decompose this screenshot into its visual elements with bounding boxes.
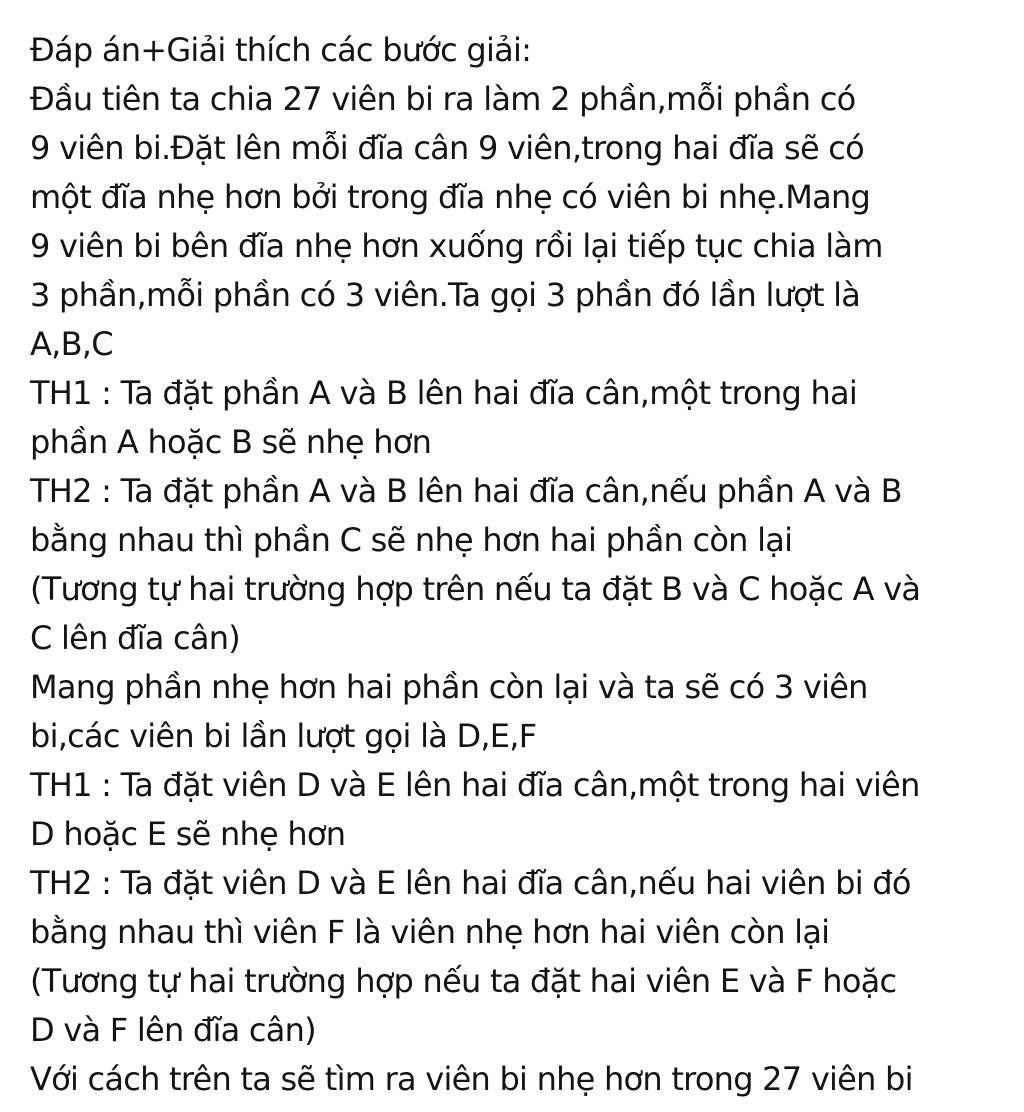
text-line: 9 viên bi bên đĩa nhẹ hơn xuống rồi lại tiếp tục chia làm (30, 227, 883, 265)
text-line: TH2 : Ta đặt viên D và E lên hai đĩa cân,nếu hai viên bi đó (30, 864, 911, 902)
text-line: TH2 : Ta đặt phần A và B lên hai đĩa cân,nếu phần A và B (30, 472, 902, 510)
text-line: A,B,C (30, 325, 113, 363)
answer-heading: Đáp án+Giải thích các bước giải: (30, 31, 532, 69)
answer-text-block (30, 26, 1015, 1106)
text-line: bằng nhau thì viên F là viên nhẹ hơn hai viên còn lại (30, 913, 830, 951)
text-line: 9 viên bi.Đặt lên mỗi đĩa cân 9 viên,trong hai đĩa sẽ có (30, 129, 864, 167)
text-line: Mang phần nhẹ hơn hai phần còn lại và ta sẽ có 3 viên (30, 668, 868, 706)
text-line: D hoặc E sẽ nhẹ hơn (30, 815, 346, 853)
text-line: (Tương tự hai trường hợp trên nếu ta đặt B và C hoặc A và (30, 570, 921, 608)
text-line: bằng nhau thì phần C sẽ nhẹ hơn hai phần còn lại (30, 521, 793, 559)
text-line: bi,các viên bi lần lượt gọi là D,E,F (30, 717, 537, 755)
text-line: (Tương tự hai trường hợp nếu ta đặt hai viên E và F hoặc (30, 962, 897, 1000)
text-line: một đĩa nhẹ hơn bởi trong đĩa nhẹ có viên bi nhẹ.Mang (30, 178, 871, 216)
text-line: D và F lên đĩa cân) (30, 1011, 316, 1049)
text-line: C lên đĩa cân) (30, 619, 240, 657)
text-line: TH1 : Ta đặt viên D và E lên hai đĩa cân,một trong hai viên (30, 766, 920, 804)
text-line: phần A hoặc B sẽ nhẹ hơn (30, 423, 432, 461)
text-line: Đầu tiên ta chia 27 viên bi ra làm 2 phần,mỗi phần có (30, 80, 856, 118)
text-line: 3 phần,mỗi phần có 3 viên.Ta gọi 3 phần đó lần lượt là (30, 276, 861, 314)
text-line: Với cách trên ta sẽ tìm ra viên bi nhẹ hơn trong 27 viên bi (30, 1060, 913, 1098)
text-line: TH1 : Ta đặt phần A và B lên hai đĩa cân,một trong hai (30, 374, 858, 412)
